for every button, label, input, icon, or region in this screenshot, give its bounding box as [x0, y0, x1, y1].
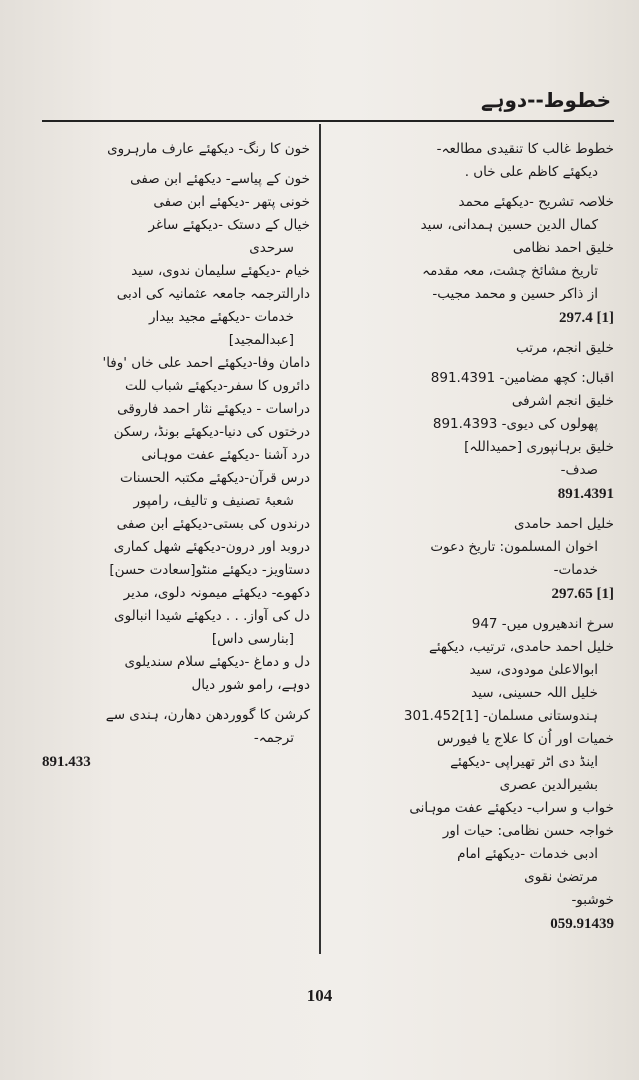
index-entry-line: از ذاکر حسین و محمد مجیب- — [432, 286, 598, 302]
index-entry-line: ادبی خدمات -دیکھئے امام — [457, 846, 598, 862]
index-entry-line: ابوالاعلیٰ مودودی، سید — [469, 662, 598, 678]
index-entry-line: درختوں کی دنیا-دیکھئے بونڈ، رسکن — [113, 424, 310, 440]
index-entry-line: خدمات- — [553, 562, 598, 578]
call-number: 297.65 [1] — [551, 586, 614, 602]
index-entry-line: [عبدالمجید] — [228, 332, 294, 348]
index-entry-line: دائروں کا سفر-دیکھئے شباب للت — [124, 378, 310, 394]
index-entry-line: دروبد اور درون-دیکھئے شھل کماری — [113, 539, 310, 555]
index-entry-line: خلیق برہانپوری [حمیداللہ] — [464, 439, 614, 455]
index-entry-line: خلیق انجم، مرتب — [516, 340, 614, 356]
index-entry-line: درندوں کی بستی-دیکھئے ابن صفی — [116, 516, 310, 532]
index-entry-line: اینڈ دی اٹر تھیراپی -دیکھئے — [450, 754, 598, 770]
index-entry-line: خوشبو- — [571, 892, 614, 908]
index-entry-line: شعبۂ تصنیف و تالیف، رامپور — [133, 493, 294, 509]
index-entry-line: دارالترجمہ جامعہ عثمانیہ کی ادبی — [116, 286, 310, 302]
index-entry-line: کمال الدین حسین ہمدانی، سید — [420, 217, 598, 233]
index-entry-line: بشیرالدین عصری — [499, 777, 598, 793]
index-entry-line: دل کی آواز. . . دیکھئے شیدا انبالوی — [114, 608, 310, 624]
index-entry-line: سرخ اندھیروں میں- 947 — [471, 616, 614, 632]
index-entry-line: [بنارسی داس] — [211, 631, 294, 647]
index-entry-line: کرشن کا گووردھن دھارن، ہندی سے — [105, 707, 310, 723]
index-entry-line: خواب و سراب- دیکھئے عفت موہانی — [409, 800, 614, 816]
index-entry-line: خواجہ حسن نظامی: حیات اور — [442, 823, 614, 839]
index-entry-line: خلاصہ تشریح -دیکھئے محمد — [458, 194, 614, 210]
index-entry-line: دوہے، رامو شور دیال — [191, 677, 310, 693]
index-entry-line: خلیل احمد حامدی، ترتیب، دیکھئے — [428, 639, 614, 655]
index-entry-line: خلیل احمد حامدی — [513, 516, 614, 532]
call-number: 891.433 — [42, 754, 91, 770]
index-entry-line: دیکھئے کاظم علی خاں . — [464, 164, 598, 180]
page-number: 104 — [306, 986, 333, 1005]
index-entry-line: خدمات -دیکھئے مجید بیدار — [149, 309, 294, 325]
index-entry-line: خون کے پیاسے- دیکھئے ابن صفی — [130, 171, 310, 187]
index-entry-line: خمیات اور اُن کا علاج یا فیورس — [437, 731, 614, 747]
index-entry-line: اقبال: کچھ مضامین- 891.4391 — [430, 370, 614, 386]
index-entry-line: ترجمہ- — [253, 730, 294, 746]
index-entry-line: سرحدی — [249, 240, 294, 256]
index-entry-line: دراسات - دیکھئے نثار احمد فاروقی — [117, 401, 310, 417]
index-entry-line: خون کا رنگ- دیکھئے عارف مارہروی — [107, 141, 310, 157]
index-entry-line: اخوان المسلمون: تاریخ دعوت — [430, 539, 598, 555]
index-entry-line: خلیق احمد نظامی — [512, 240, 614, 256]
index-entry-line: خلیل اللہ حسینی، سید — [471, 685, 598, 701]
index-entry-line: درس قرآن-دیکھئے مکتبہ الحسنات — [119, 470, 310, 486]
index-entry-line: دستاویز- دیکھئے منٹو[سعادت حسن] — [109, 562, 310, 578]
index-entry-line: خیال کے دستک -دیکھئے ساغر — [148, 217, 310, 233]
index-entry-line: خیام -دیکھئے سلیمان ندوی، سید — [131, 263, 310, 279]
call-number: 891.4391 — [557, 486, 614, 502]
index-entry-line: تاریخ مشائخ چشت، معہ مقدمہ — [422, 263, 598, 279]
index-entry-line: خونی پتھر -دیکھئے ابن صفی — [153, 194, 310, 210]
index-entry-line: پھولوں کی دیوی- 891.4393 — [432, 416, 598, 432]
index-entry-line: دکھوے- دیکھئے میمونہ دلوی، مدیر — [123, 585, 310, 601]
left-column — [42, 138, 310, 774]
right-column — [328, 138, 614, 936]
call-number: 059.91439 — [550, 916, 614, 932]
page-header-title: خطوط--دوہے — [481, 88, 611, 112]
index-entry-line: ہندوستانی مسلمان- [1]301.452 — [403, 708, 598, 724]
index-entry-line: دل و دماغ -دیکھئے سلام سندیلوی — [124, 654, 310, 670]
index-entry-line: خلیق انجم اشرفی — [511, 393, 614, 409]
call-number: 297.4 [1] — [559, 310, 614, 326]
index-entry-line: دامان وفا-دیکھئے احمد علی خاں 'وفا' — [102, 355, 310, 371]
index-entry-line: خطوط غالب کا تنقیدی مطالعہ- — [436, 141, 614, 157]
index-entry-line: درد آشنا -دیکھئے عفت موہانی — [141, 447, 310, 463]
index-entry-line: صدف- — [560, 462, 598, 478]
column-divider — [319, 124, 321, 954]
index-entry-line: مرتضیٰ نقوی — [524, 869, 598, 885]
header-rule — [42, 120, 614, 122]
